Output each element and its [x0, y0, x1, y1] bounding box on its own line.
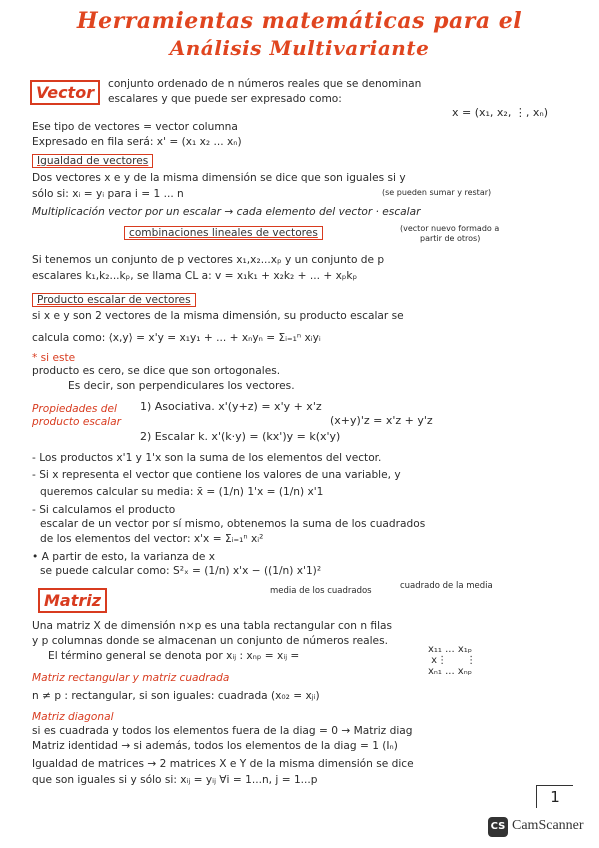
identity-def: Matriz identidad → si además, todos los elementos de la diag = 1 (Iₙ) — [32, 740, 398, 752]
linear-note-2: partir de otros) — [420, 234, 481, 243]
matrix-line-1: Una matriz X de dimensión n×p es una tabla rectangular con n filas — [32, 620, 393, 632]
linear-line-2: escalares k₁,k₂...kₚ, se llama CL a: v = x₁k₁ + x₂k₂ + ... + xₚkₚ — [32, 270, 358, 282]
note-4: - Si calculamos el producto — [32, 504, 176, 516]
note-6: de los elementos del vector: x'x = Σᵢ₌₁ⁿ xᵢ² — [40, 533, 264, 545]
camscanner-logo-icon: CS — [488, 817, 508, 837]
property-associative-2: (x+y)'z = x'z + y'z — [330, 414, 433, 427]
matrix-heading: Matriz — [38, 588, 107, 613]
page-number: 1 — [536, 785, 573, 808]
matrix-line-2: y p columnas donde se almacenan un conjunto de números reales. — [32, 635, 388, 647]
diagonal-def: si es cuadrada y todos los elementos fuera de la diag = 0 → Matriz diag — [32, 725, 413, 737]
vector-def-2: escalares y que puede ser expresado como: — [108, 93, 342, 105]
equality-note: (se pueden sumar y restar) — [382, 188, 492, 197]
note-5: escalar de un vector por sí mismo, obtenemos la suma de los cuadrados — [40, 518, 426, 530]
linear-combinations-heading: combinaciones lineales de vectores — [124, 226, 323, 240]
note-3: queremos calcular su media: x̄ = (1/n) 1'x = (1/n) x'1 — [40, 486, 324, 498]
note-2: - Si x representa el vector que contiene los valores de una variable, y — [32, 469, 401, 481]
dot-line-4: producto es cero, se dice que son ortogonales. — [32, 365, 281, 377]
scalar-multiplication: Multiplicación vector por un escalar → cada elemento del vector · escalar — [32, 206, 421, 218]
note-1: - Los productos x'1 y 1'x son la suma de los elementos del vector. — [32, 452, 382, 464]
general-matrix: x₁₁ ... x₁ₚ x⋮ ⋮ xₙ₁ ... xₙₚ — [428, 644, 477, 677]
row-vector: Expresado en fila será: x' = (x₁ x₂ ... xₙ) — [32, 136, 242, 148]
page-title-line1: Herramientas matemáticas para el — [76, 8, 523, 34]
dot-line-2: calcula como: ⟨x,y⟩ = x'y = x₁y₁ + ... + xₙyₙ = Σᵢ₌₁ⁿ xᵢyᵢ — [32, 332, 321, 344]
linear-line-1: Si tenemos un conjunto de p vectores x₁,x₂...xₚ y un conjunto de p — [32, 254, 385, 266]
diagonal-heading: Matriz diagonal — [32, 711, 114, 723]
property-associative: 1) Asociativa. x'(y+z) = x'y + x'z — [140, 400, 322, 413]
note-10: cuadrado de la media — [400, 581, 493, 591]
note-7: • A partir de esto, la varianza de x — [32, 551, 216, 563]
property-scalar: 2) Escalar k. x'(k·y) = (kx')y = k(x'y) — [140, 430, 341, 443]
properties-label-2: producto escalar — [32, 416, 121, 428]
vector-heading: Vector — [30, 80, 100, 105]
dot-line-1: si x e y son 2 vectores de la misma dimensión, su producto escalar se — [32, 310, 404, 322]
equality-line-2: sólo si: xᵢ = yᵢ para i = 1 ... n — [32, 188, 184, 200]
matrix-line-3: El término general se denota por xᵢⱼ : xₙₚ = xᵢⱼ = — [48, 650, 300, 662]
note-9: media de los cuadrados — [270, 586, 372, 596]
page-title-line2: Análisis Multivariante — [169, 36, 430, 60]
vector-type: Ese tipo de vectores = vector columna — [32, 121, 238, 133]
vector-def-1: conjunto ordenado de n números reales que se denominan — [108, 78, 422, 90]
equality-heading: Igualdad de vectores — [32, 154, 153, 168]
dot-product-heading: Producto escalar de vectores — [32, 293, 196, 307]
matrix-equality-2: que son iguales si y sólo si: xᵢⱼ = yᵢⱼ ∀i = 1...n, j = 1...p — [32, 774, 318, 786]
matrix-neq: n ≠ p : rectangular, si son iguales: cuadrada (x₀₂ = xⱼᵢ) — [32, 690, 320, 702]
note-8: se puede calcular como: S²ₓ = (1/n) x'x − ((1/n) x'1)² — [40, 565, 322, 577]
properties-label-1: Propiedades del — [32, 403, 117, 415]
matrix-rect-square: Matriz rectangular y matriz cuadrada — [32, 672, 230, 684]
linear-note-1: (vector nuevo formado a — [400, 224, 500, 233]
camscanner-brand: CamScanner — [512, 818, 584, 833]
dot-line-5: Es decir, son perpendiculares los vectores. — [68, 380, 295, 392]
dot-line-3: * si este — [32, 352, 76, 364]
matrix-equality-1: Igualdad de matrices → 2 matrices X e Y de la misma dimensión se dice — [32, 758, 414, 770]
column-vector: x = (x₁, x₂, ⋮, xₙ) — [452, 106, 549, 119]
equality-line-1: Dos vectores x e y de la misma dimensión se dice que son iguales si y — [32, 172, 406, 184]
